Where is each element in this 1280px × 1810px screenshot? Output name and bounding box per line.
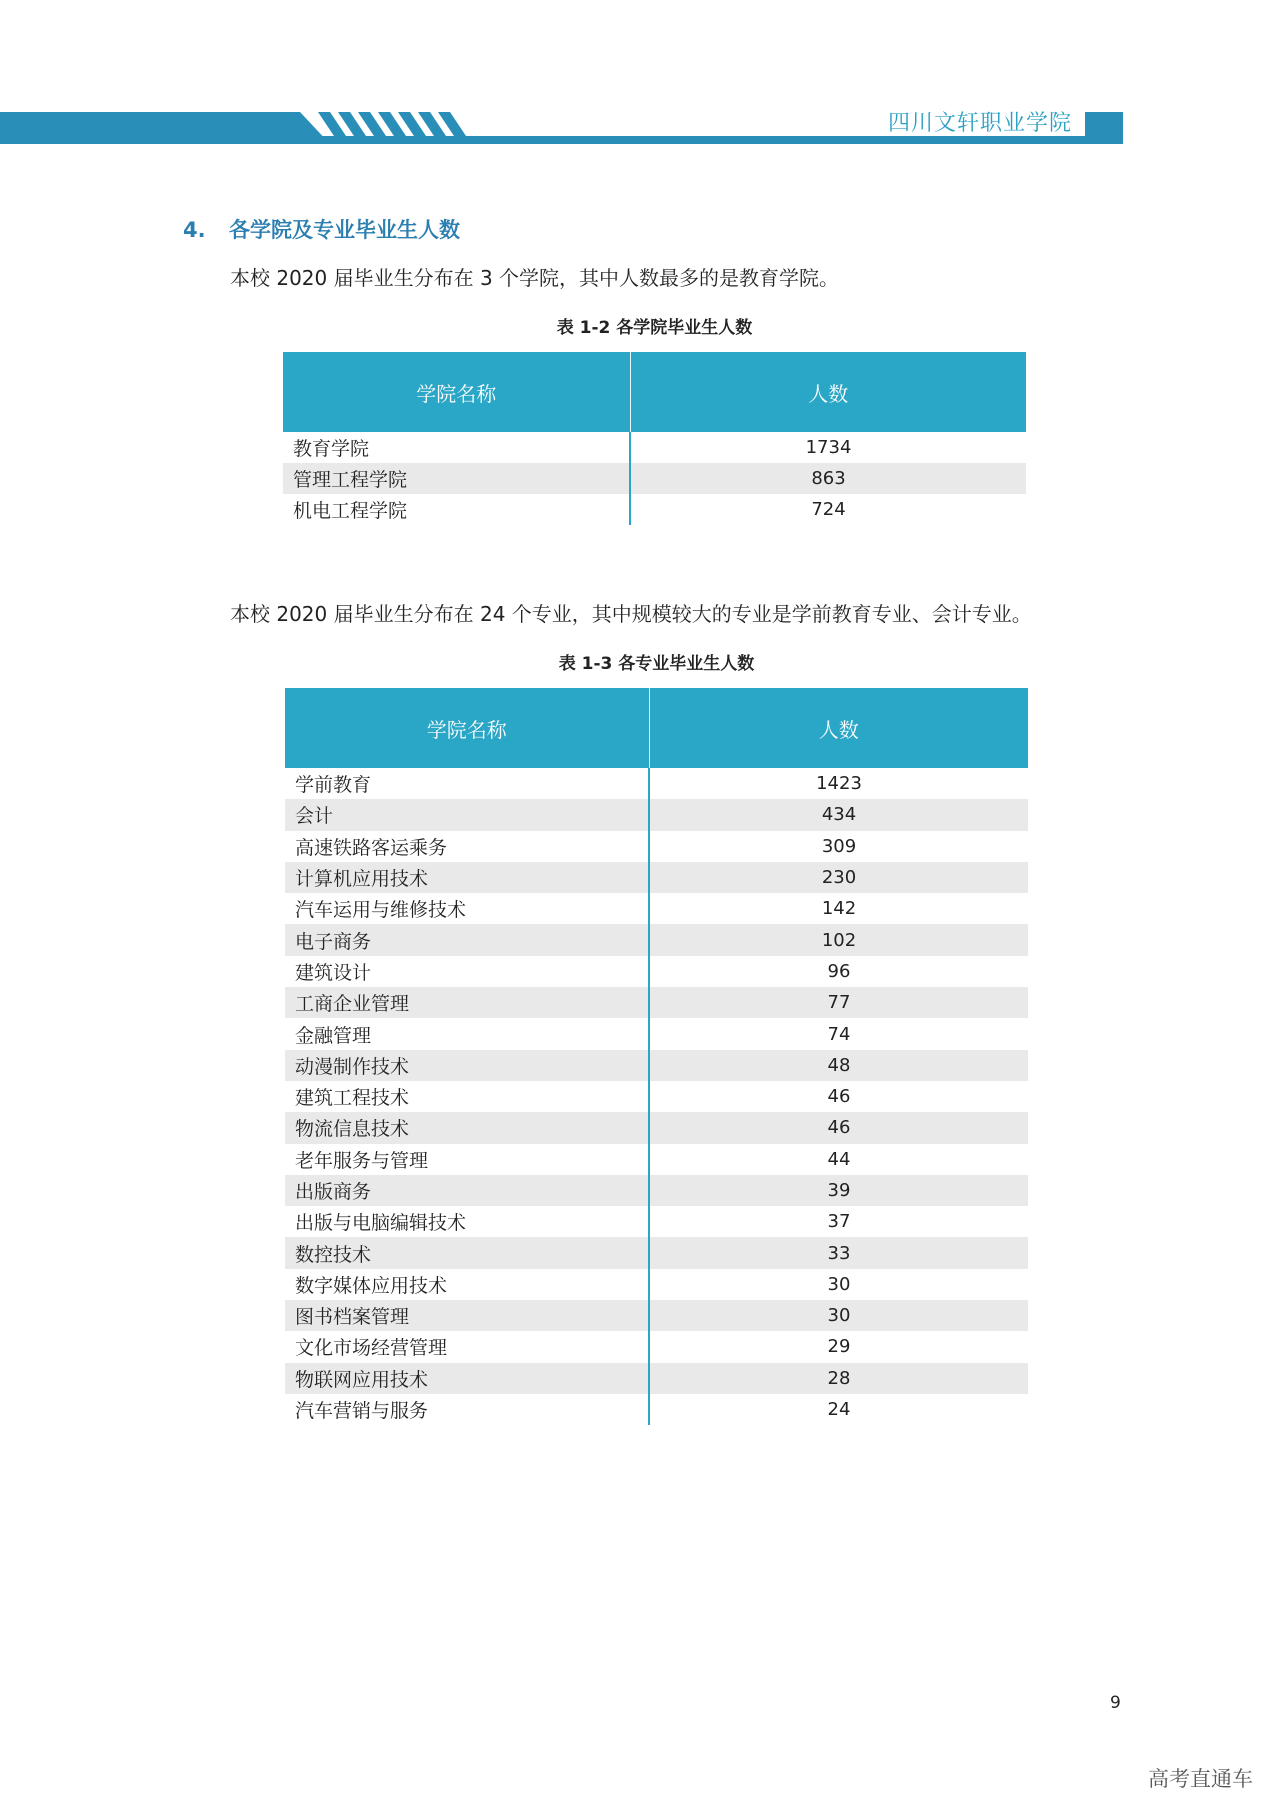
intro-paragraph-1: 本校 2020 届毕业生分布在 3 个学院，其中人数最多的是教育学院。 — [230, 266, 840, 290]
table-row — [285, 768, 1028, 799]
row-name-cell: 工商企业管理 — [285, 987, 649, 1018]
row-count-cell: 142 — [821, 898, 857, 920]
row-name-cell: 建筑设计 — [285, 956, 649, 987]
header-institution-name: 四川文轩职业学院 — [888, 111, 1073, 136]
row-count-cell: 48 — [649, 1050, 1028, 1081]
table-row — [285, 1050, 1028, 1081]
table-row — [285, 1112, 1028, 1143]
row-name-cell: 数字媒体应用技术 — [285, 1269, 649, 1300]
row-count-cell: 309 — [821, 835, 857, 857]
table-row — [285, 1144, 1028, 1175]
row-name-cell: 物联网应用技术 — [285, 1363, 649, 1394]
row-count-cell: 30 — [827, 1273, 851, 1295]
row-name-cell: 教育学院 — [283, 432, 630, 463]
row-name-cell: 物流信息技术 — [285, 1112, 649, 1143]
row-name-cell: 高速铁路客运乘务 — [285, 831, 649, 862]
major-graduates-table — [285, 688, 1028, 1425]
row-name-cell: 汽车营销与服务 — [285, 1394, 649, 1425]
table-row — [283, 463, 1026, 494]
table-row — [285, 1206, 1028, 1237]
row-name-cell: 计算机应用技术 — [285, 862, 649, 893]
row-count-cell: 230 — [649, 862, 1028, 893]
table1-caption: 表 1-2 各学院毕业生人数 — [556, 318, 753, 338]
row-count-cell: 863 — [630, 463, 1026, 494]
row-count-cell: 24 — [827, 1399, 851, 1421]
row-count-cell: 434 — [649, 799, 1028, 830]
row-count-cell: 96 — [827, 960, 851, 982]
row-name-cell: 电子商务 — [285, 924, 649, 955]
table2-caption: 表 1-3 各专业毕业生人数 — [558, 654, 755, 674]
row-count-cell: 29 — [827, 1336, 851, 1358]
row-count-cell: 724 — [811, 499, 846, 520]
intro-paragraph-2: 本校 2020 届毕业生分布在 24 个专业，其中规模较大的专业是学前教育专业、会计专业。 — [230, 602, 1032, 626]
table-row — [285, 1175, 1028, 1206]
column-header-count: 人数 — [649, 688, 1028, 768]
row-name-cell: 汽车运用与维修技术 — [285, 893, 649, 924]
column-header-name: 学院名称 — [283, 352, 630, 432]
row-count-cell: 44 — [827, 1148, 851, 1170]
table-row — [285, 862, 1028, 893]
table-header-row — [283, 352, 1026, 432]
table-header-row — [285, 688, 1028, 768]
row-name-cell: 数控技术 — [285, 1237, 649, 1268]
table-row — [285, 1018, 1028, 1049]
row-name-cell: 机电工程学院 — [283, 494, 630, 525]
row-count-cell: 33 — [649, 1237, 1028, 1268]
page-number: 9 — [1110, 1693, 1121, 1713]
table-row — [285, 831, 1028, 862]
table-row — [285, 1394, 1028, 1425]
row-count-cell: 102 — [649, 924, 1028, 955]
table-row — [285, 1331, 1028, 1362]
table-row — [285, 893, 1028, 924]
table-row — [285, 1363, 1028, 1394]
row-name-cell: 金融管理 — [285, 1018, 649, 1049]
section-number: 4. — [183, 218, 206, 242]
table-row — [285, 987, 1028, 1018]
row-count-cell: 46 — [827, 1086, 851, 1108]
row-name-cell: 学前教育 — [285, 768, 649, 799]
row-name-cell: 老年服务与管理 — [285, 1144, 649, 1175]
table-row — [285, 956, 1028, 987]
table-row — [285, 1269, 1028, 1300]
row-count-cell: 37 — [827, 1211, 851, 1233]
table-row — [283, 432, 1026, 463]
row-count-cell: 28 — [649, 1363, 1028, 1394]
row-name-cell: 出版商务 — [285, 1175, 649, 1206]
row-count-cell: 1423 — [816, 773, 862, 795]
section-title: 各学院及专业毕业生人数 — [229, 218, 460, 242]
table-row — [283, 494, 1026, 525]
section-heading — [183, 214, 460, 244]
row-name-cell: 动漫制作技术 — [285, 1050, 649, 1081]
column-header-count: 人数 — [630, 352, 1026, 432]
row-count-cell: 74 — [827, 1023, 851, 1045]
row-name-cell: 图书档案管理 — [285, 1300, 649, 1331]
row-count-cell: 30 — [649, 1300, 1028, 1331]
table-row — [285, 1237, 1028, 1268]
row-count-cell: 46 — [649, 1112, 1028, 1143]
watermark-text: 高考直通车 — [1148, 1767, 1253, 1791]
table-row — [285, 1300, 1028, 1331]
row-count-cell: 39 — [649, 1175, 1028, 1206]
row-count-cell: 77 — [649, 987, 1028, 1018]
row-name-cell: 管理工程学院 — [283, 463, 630, 494]
row-name-cell: 会计 — [285, 799, 649, 830]
table-row — [285, 799, 1028, 830]
college-graduates-table — [283, 352, 1026, 525]
row-count-cell: 1734 — [805, 437, 852, 458]
table-row — [285, 924, 1028, 955]
row-name-cell: 出版与电脑编辑技术 — [285, 1206, 649, 1237]
row-name-cell: 文化市场经营管理 — [285, 1331, 649, 1362]
table-row — [285, 1081, 1028, 1112]
column-header-name: 学院名称 — [285, 688, 649, 768]
row-name-cell: 建筑工程技术 — [285, 1081, 649, 1112]
